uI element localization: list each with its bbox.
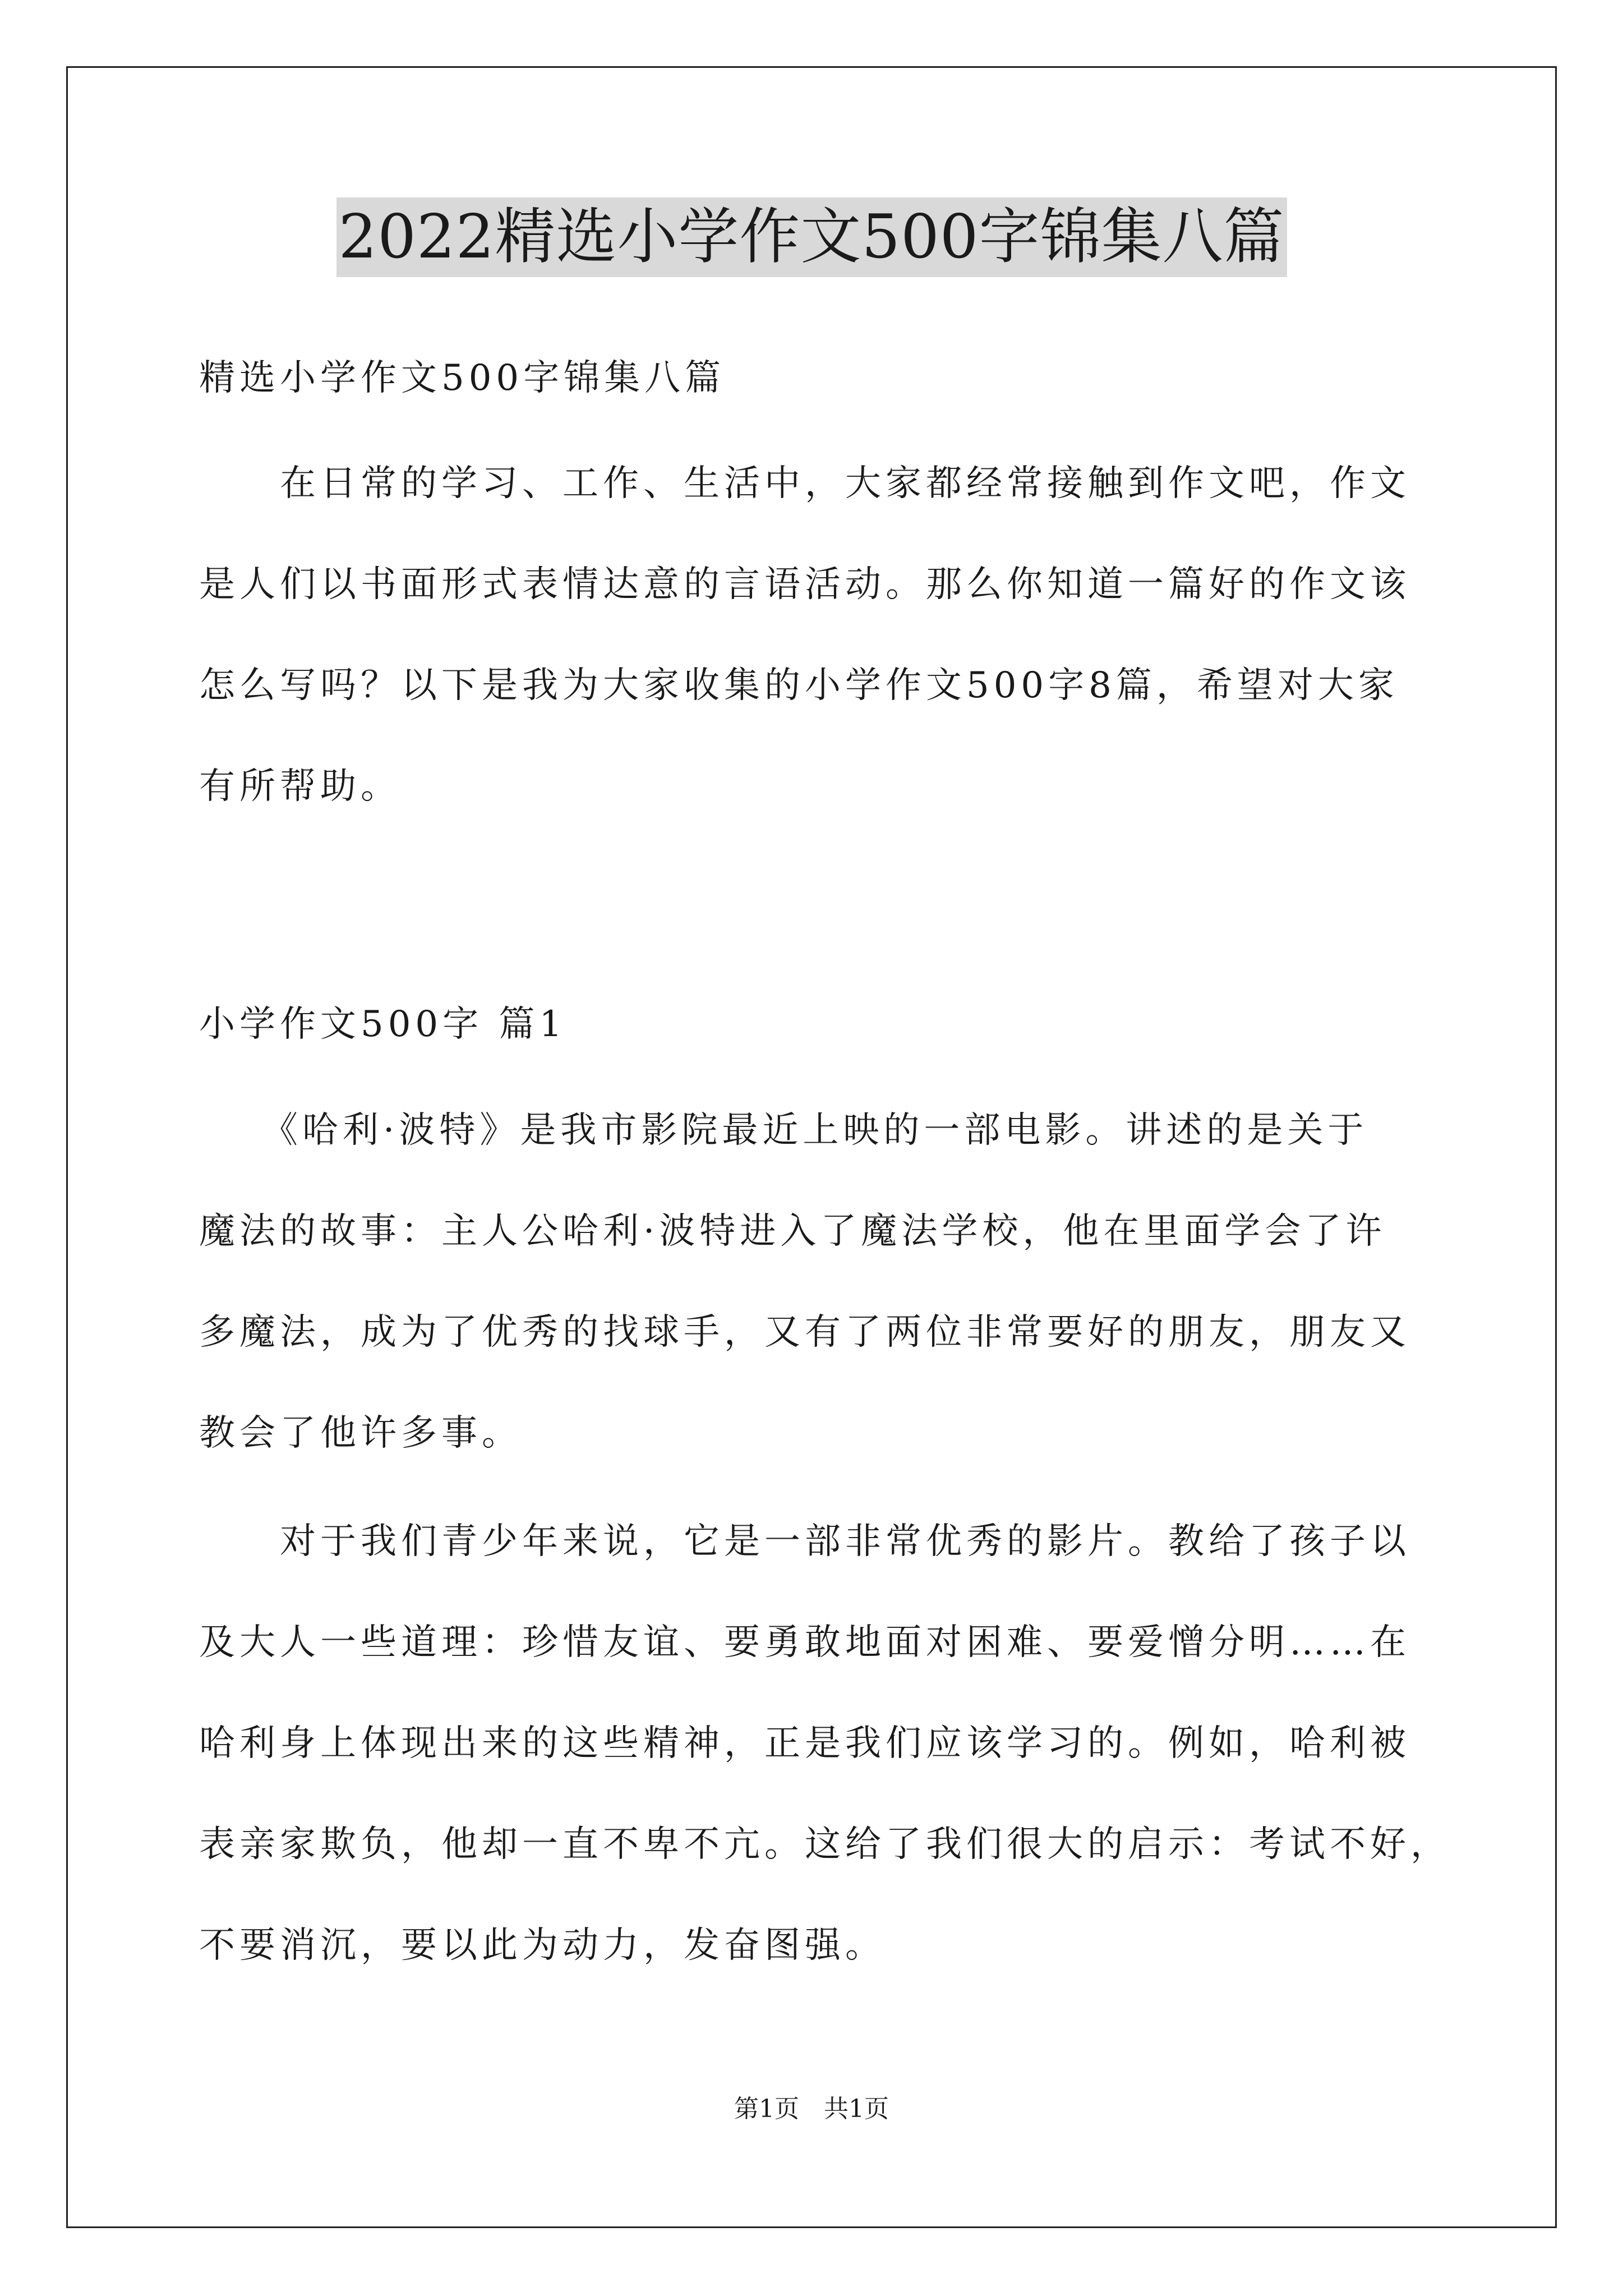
document-title: 2022精选小学作文500字锦集八篇 — [336, 197, 1287, 277]
paragraph-1 — [199, 1108, 1438, 1456]
intro-line: 是人们以书面形式表情达意的言语活动。那么你知道一篇好的作文该 — [199, 564, 1410, 605]
paragraph-line: 魔法的故事：主人公哈利·波特进入了魔法学校，他在里面学会了许 — [199, 1211, 1386, 1252]
title-container — [0, 197, 1623, 277]
intro-line: 怎么写吗？以下是我为大家收集的小学作文500字8篇，希望对大家 — [199, 665, 1399, 706]
paragraph-line: 不要消沉，要以此为动力，发奋图强。 — [199, 1925, 886, 1966]
paragraph-line: 多魔法，成为了优秀的找球手，又有了两位非常要好的朋友，朋友又 — [199, 1312, 1410, 1353]
paragraph-line: 及大人一些道理：珍惜友谊、要勇敢地面对困难、要爱憎分明……在 — [199, 1622, 1410, 1663]
intro-line: 在日常的学习、工作、生活中，大家都经常接触到作文吧，作文 — [199, 463, 1410, 504]
document-subtitle: 精选小学作文500字锦集八篇 — [199, 357, 726, 399]
paragraph-line: 哈利身上体现出来的这些精神，正是我们应该学习的。例如，哈利被 — [199, 1723, 1410, 1764]
paragraph-line: 表亲家欺负，他却一直不卑不亢。这给了我们很大的启示：考试不好， — [199, 1824, 1451, 1865]
section-heading: 小学作文500字 篇1 — [199, 1004, 567, 1045]
page-footer: 第1页 共1页 — [734, 2095, 889, 2123]
intro-line: 有所帮助。 — [199, 766, 401, 807]
paragraph-2 — [199, 1519, 1451, 1968]
paragraph-line: 对于我们青少年来说，它是一部非常优秀的影片。教给了孩子以 — [199, 1521, 1410, 1562]
paragraph-line: 《哈利·波特》是我市影院最近上映的一部电影。讲述的是关于 — [199, 1110, 1368, 1151]
paragraph-line: 教会了他许多事。 — [199, 1412, 522, 1454]
intro-paragraph — [199, 461, 1438, 809]
